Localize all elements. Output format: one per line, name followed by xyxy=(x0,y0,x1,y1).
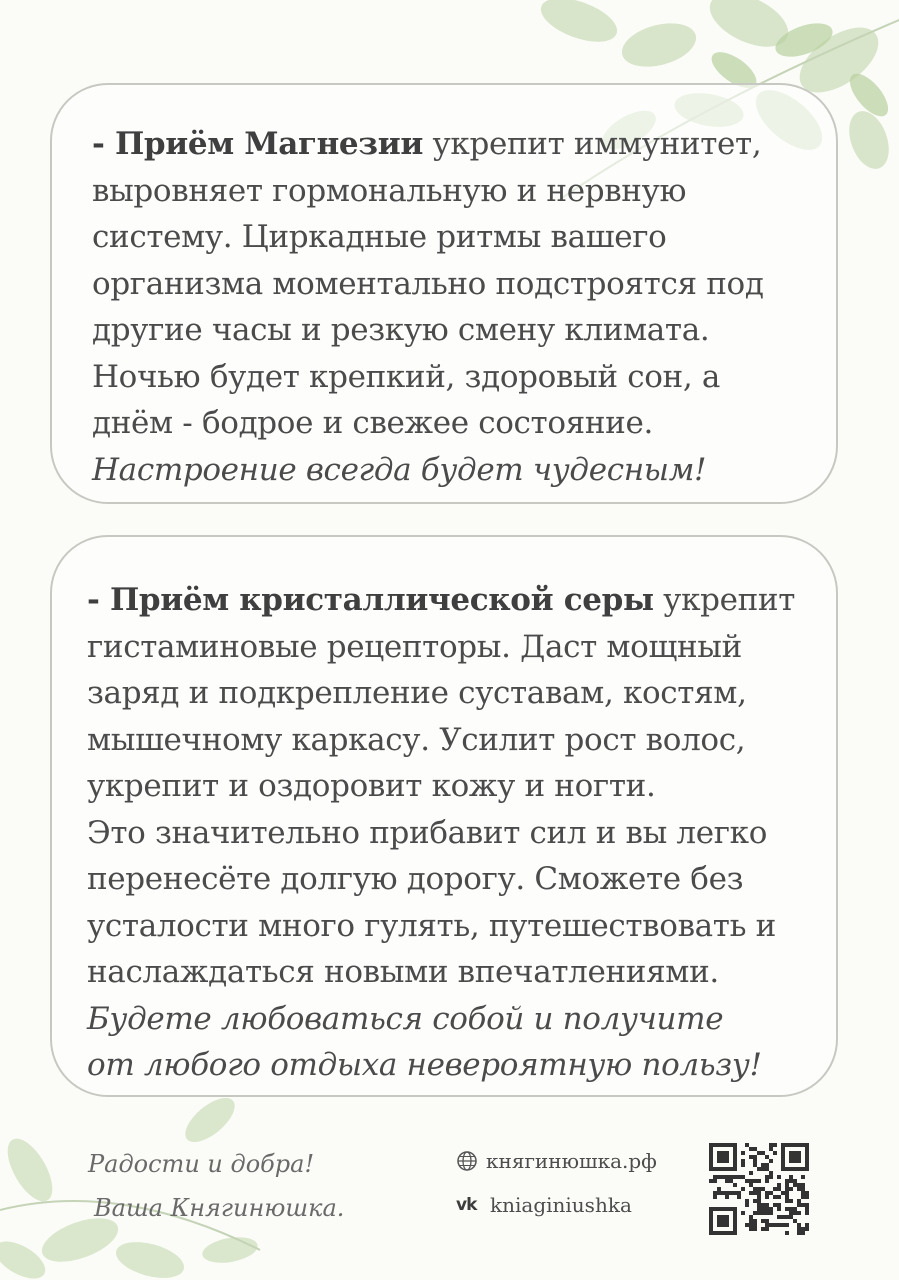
card1-line1-rest: укрепит иммунитет, xyxy=(423,126,762,162)
card2-line: гистаминовые рецепторы. Даст мощный xyxy=(87,628,742,665)
card2-line-1 xyxy=(87,577,816,624)
card1-bold-lead: - Приём Магнезии xyxy=(92,126,424,162)
card1-line: систему. Циркадные ритмы вашего xyxy=(92,219,667,255)
vk-handle-text: kniaginiushka xyxy=(490,1193,632,1217)
card2-line: заряд и подкрепление суставам, костям, xyxy=(87,675,747,711)
card1-line: другие часы и резкую смену климата. xyxy=(92,312,710,348)
signature xyxy=(88,1142,344,1230)
card2-line: укрепит и оздоровит кожу и ногти. xyxy=(87,768,656,804)
card1-line: организма моментально подстроятся под xyxy=(92,265,764,302)
card2-line: Это значительно прибавит сил и вы легко xyxy=(87,814,768,851)
card2-line: усталости много гулять, путешествовать и xyxy=(87,907,776,944)
card1-italic-line: Настроение всегда будет чудесным! xyxy=(92,451,707,488)
card2-bold-lead: - Приём кристаллической серы xyxy=(87,582,654,618)
sulfur-info-card xyxy=(50,535,838,1097)
website-link[interactable] xyxy=(456,1147,657,1175)
card2-italic-line: Будете любоваться собой и получите xyxy=(87,1000,724,1037)
globe-icon xyxy=(456,1150,478,1172)
card1-line: днём - бодрое и свежее состояние. xyxy=(92,405,653,441)
card2-line: наслаждаться новыми впечатлениями. xyxy=(87,954,719,990)
card2-line: мышечному каркасу. Усилит рост волос, xyxy=(87,721,746,758)
card1-line-1 xyxy=(92,121,816,168)
signature-line-1: Радости и добра! xyxy=(88,1150,315,1178)
qr-code-icon[interactable] xyxy=(709,1143,809,1235)
card2-line1-rest: укрепит xyxy=(653,582,796,618)
contact-links xyxy=(456,1147,657,1235)
vk-link[interactable] xyxy=(456,1191,657,1219)
card1-line: выровняет гормональную и нервную xyxy=(92,172,687,209)
website-text: княгинюшка.рф xyxy=(486,1149,657,1173)
card2-line: перенесёте долгую дорогу. Сможете без xyxy=(87,861,744,897)
card2-italic-line: от любого отдыха невероятную пользу! xyxy=(87,1047,762,1083)
magnesium-info-card xyxy=(50,83,838,504)
vk-icon: vk xyxy=(456,1195,477,1215)
card1-line: Ночью будет крепкий, здоровый сон, а xyxy=(92,358,720,395)
signature-line-2: Ваша Княгинюшка. xyxy=(94,1194,345,1222)
